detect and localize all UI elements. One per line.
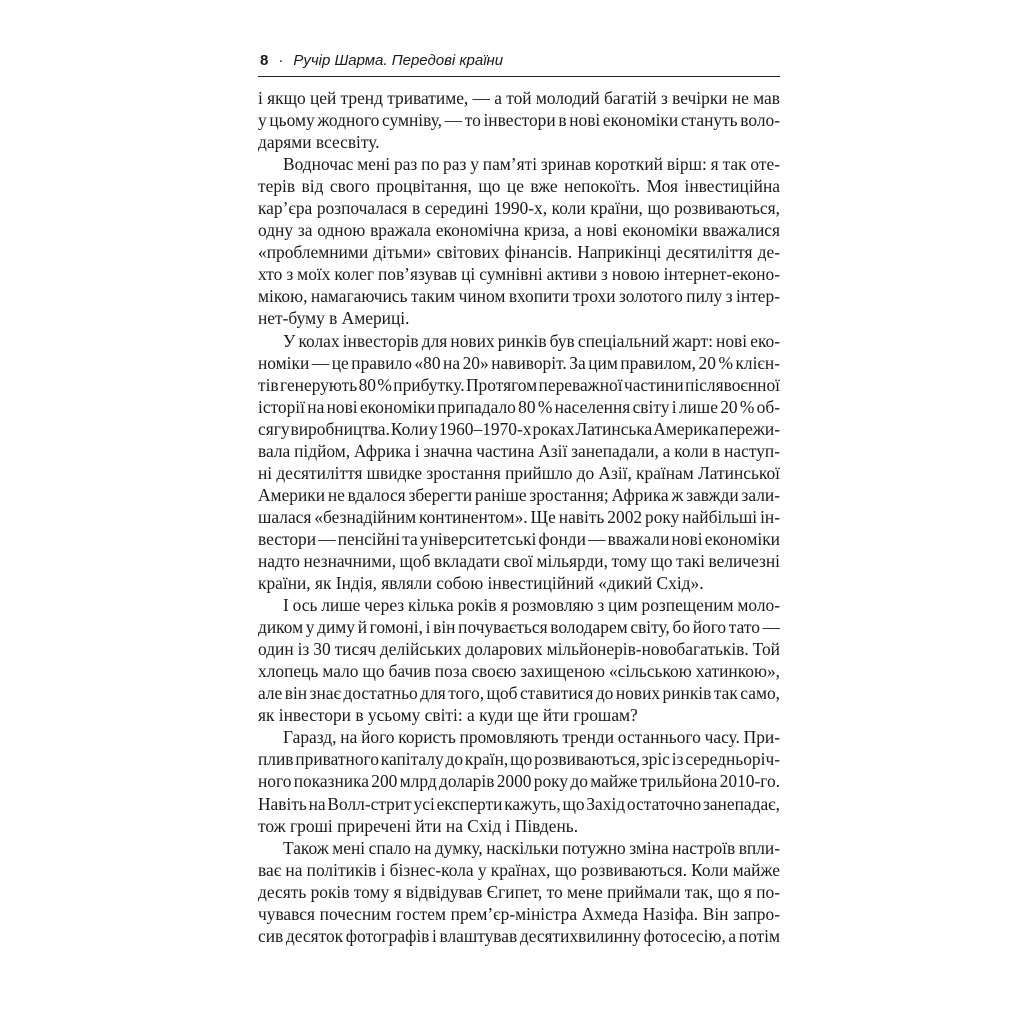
text-line: нет-буму в Америці. [258,308,410,329]
text-line: сив десяток фотографів і влаштував десятихвилинну фотосесію, а потім [258,925,780,946]
page-number: 8 [260,52,269,69]
paragraph [258,153,780,329]
text-line: І ось лише через кілька років я розмовляю з цим розпещеним моло- [283,595,780,616]
book-title: Ручір Шарма. Передові країни [293,52,504,69]
text-line: тів генерують 80 % прибутку. Протягом переважної частини післявоєнної [258,374,780,395]
text-line: Навіть на Волл-стрит усі експерти кажуть, що Захід остаточно занепадає, [258,793,780,814]
text-line: історії на нові економіки припадало 80 % населення світу і лише 20 % об- [258,396,780,417]
running-head [258,48,780,74]
text-line: і якщо цей тренд триватиме, — а той молодий багатій з вечірки не мав [258,88,780,108]
book-page [258,48,780,947]
paragraph [258,837,780,947]
paragraph [258,87,780,153]
text-line: як інвестори в усьому світі: а куди ще йти грошам? [258,705,638,726]
text-line: мікою, намагаючись таким чином вхопити трохи золотого пилу з інтер- [258,286,780,307]
text-line: терів від свого процвітання, що це вже непокоїть. Моя інвестиційна [258,176,780,197]
text-line: кар’єра розпочалася в середині 1990-х, коли країни, що розвиваються, [258,198,780,219]
text-line: ного показника 200 млрд доларів 2000 року до майже трильйона 2010-го. [258,771,780,792]
text-line: номіки — це правило «80 на 20» навиворіт. За цим правилом, 20 % клієн- [258,352,780,373]
text-line: диком у диму й гомоні, і він почувається володарем світу, бо його тато — [258,617,780,638]
text-line: надто незначними, щоб вкладати свої мільярди, тому що такі величезні [258,550,780,571]
paragraph [258,594,780,726]
paragraph [258,726,780,836]
text-line: плив приватного капіталу до країн, що розвиваються, зріс із середньоріч- [258,749,780,770]
text-line: Водночас мені раз по раз у пам’яті зринав короткий вірш: я так оте- [283,154,780,175]
text-line: хлопець мало що бачив поза своєю захищеною «сільською хатинкою», [258,661,780,682]
text-line: ні десятиліття швидке зростання прийшло до Азії, країнам Латинської [258,462,780,483]
text-line: сягу виробництва. Коли у 1960–1970-х роках Латинська Америка пережи- [258,418,780,439]
text-line: вала підйом, Африка і значна частина Азії занепадали, а коли в наступ- [258,440,780,461]
header-rule [258,76,780,77]
text-line: Також мені спало на думку, наскільки потужно зміна настроїв впли- [283,837,780,858]
text-line: хто з моїх колег пов’язував ці сумнівні активи з новою інтернет-еконо- [258,264,780,285]
header-separator: · [278,52,284,69]
body-text [258,87,780,947]
paragraph [258,330,780,595]
text-line: У колах інвесторів для нових ринків був спеціальний жарт: нові еко- [283,330,780,351]
text-line: одну за одною вражала економічна криза, а нові економіки вважалися [258,220,780,241]
text-line: один із 30 тисяч делійських доларових мільйонерів-новобагатьків. Той [258,639,780,660]
text-line: Гаразд, на його користь промовляють тренди останнього часу. При- [283,727,780,748]
text-line: Америки не вдалося зберегти раніше зростання; Африка ж завжди зали- [258,484,780,505]
text-line: у цьому жодного сумніву, — то інвестори в нові економіки стануть воло- [258,110,780,131]
text-line: десять років тому я відвідував Єгипет, то мене приймали так, що я по- [258,881,780,902]
text-line: країни, як Індія, являли собою інвестиційний «дикий Схід». [258,573,704,594]
text-line: тож гроші приречені йти на Схід і Південь. [258,815,579,836]
text-line: «проблемними дітьми» світових фінансів. Наприкінці десятиліття де- [258,242,780,263]
text-line: вестори — пенсійні та університетські фонди — вважали нові економіки [258,528,780,549]
text-line: ває на політиків і бізнес-кола у країнах, що розвиваються. Коли майже [258,859,780,880]
text-line: дарями всесвіту. [258,132,380,153]
text-line: але він знає достатньо для того, щоб ставитися до нових ринків так само, [258,683,780,704]
text-line: чувався почесним гостем прем’єр-міністра Ахмеда Назіфа. Він запро- [258,903,780,924]
text-line: шалася «безнадійним континентом». Ще навіть 2002 року найбільші ін- [258,506,780,527]
